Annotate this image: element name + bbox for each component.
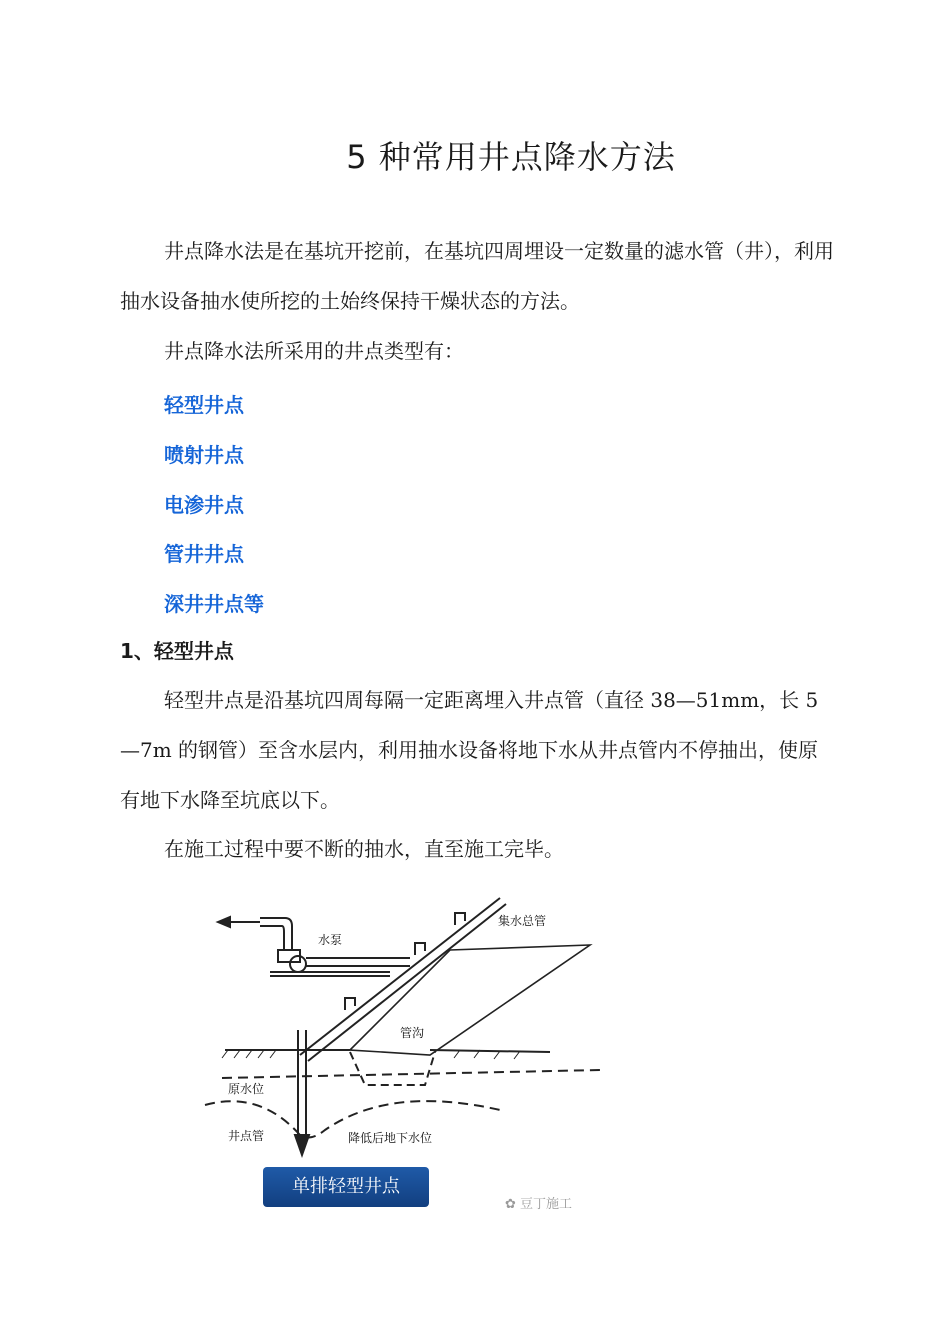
watermark-text: 豆丁施工 (520, 1197, 573, 1212)
watermark-icon: ✿ (505, 1197, 521, 1212)
label-well-pipe: 井点管 (228, 1129, 265, 1143)
intro-paragraph: 井点降水法是在基坑开挖前，在基坑四周埋设一定数量的滤水管（井），利用抽水设备抽水使所挖的土始终保持干燥状态的方法。 (120, 239, 834, 313)
label-pump: 水泵 (318, 933, 343, 947)
label-lowered-water: 降低后地下水位 (348, 1131, 433, 1145)
type-tube-wellpoint: 管井井点 (164, 542, 244, 566)
section-paragraph: 在施工过程中要不断的抽水，直至施工完毕。 (164, 837, 564, 861)
section-heading: 1、轻型井点 (120, 639, 234, 663)
section-paragraph: 轻型井点是沿基坑四周每隔一定距离埋入井点管（直径 38—51mm，长 5—7m 的钢管）至含水层内，利用抽水设备将地下水从井点管内不停抽出，使原有地下水降至坑底以下。 (120, 688, 819, 812)
pump-icon (290, 956, 306, 972)
type-light-wellpoint: 轻型井点 (164, 393, 244, 417)
type-deep-wellpoint: 深井井点等 (164, 592, 264, 616)
label-trench: 管沟 (400, 1026, 425, 1040)
label-original-water: 原水位 (228, 1082, 265, 1096)
watermark (505, 1193, 572, 1212)
type-jet-wellpoint: 喷射井点 (164, 443, 244, 467)
well-filter-icon (295, 1135, 309, 1155)
types-intro: 井点降水法所采用的井点类型有： (164, 339, 464, 363)
figure-caption: 单排轻型井点 (263, 1167, 429, 1207)
label-header-pipe: 集水总管 (498, 914, 547, 928)
type-electroosmosis-wellpoint: 电渗井点 (164, 493, 244, 517)
arrow-head-icon (218, 917, 230, 927)
page-title: 5 种常用井点降水方法 (346, 138, 676, 176)
